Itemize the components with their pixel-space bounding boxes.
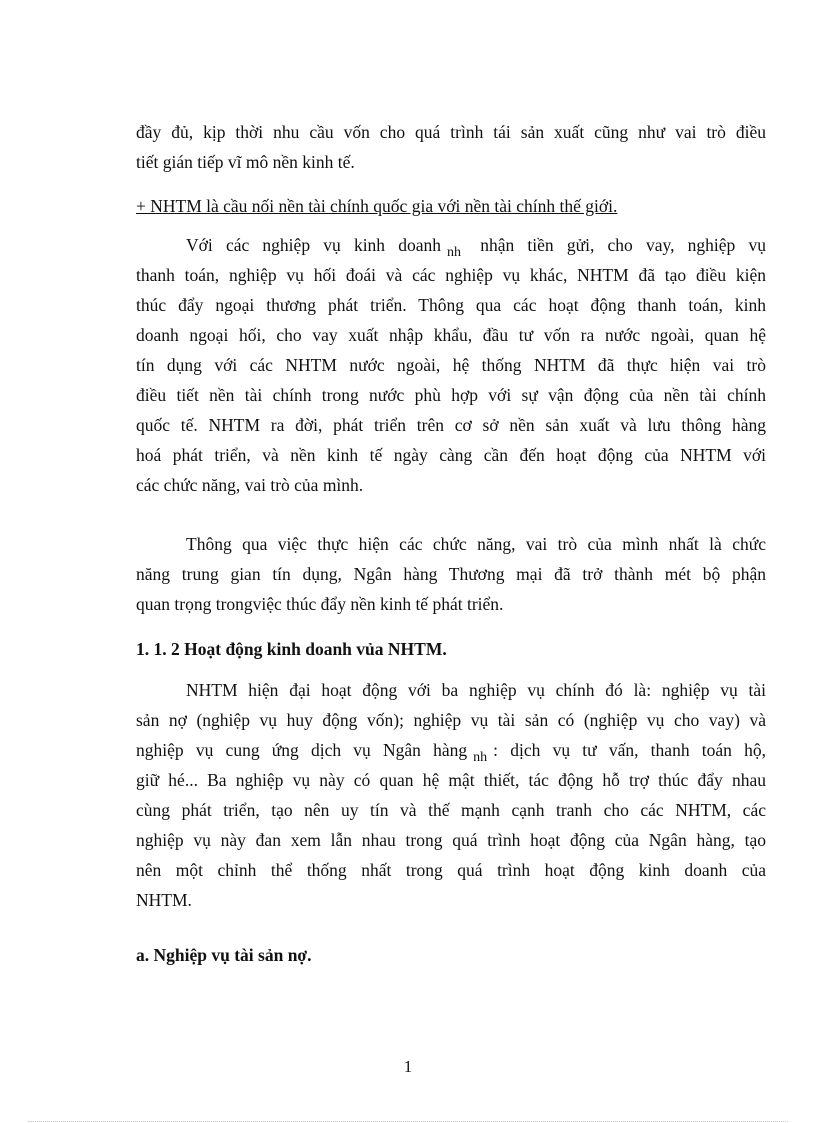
text-line: quốc tế. NHTM ra đời, phát triển trên cơ sở nền sản xuất và lưu thông hàng <box>136 415 766 435</box>
text-line: hoá phát triển, và nền kinh tế ngày càng cần đến hoạt động của NHTM với <box>136 445 766 465</box>
text-line: nên một chỉnh thể thống nhất trong quá trình hoạt động kinh doanh của <box>136 860 766 880</box>
paragraph-international-role <box>136 230 766 500</box>
text-line <box>136 230 766 260</box>
section-title-underlined <box>136 191 766 221</box>
text-line: giữ hé... Ba nghiệp vụ này có quan hệ mật thiết, tác động hỗ trợ thúc đẩy nhau <box>136 770 766 790</box>
underlined-heading: + NHTM là cầu nối nền tài chính quốc gia với nền tài chính thế giới. <box>136 196 618 216</box>
page-number: 1 <box>403 1057 413 1076</box>
text-line: doanh ngoại hối, cho vay xuất nhập khẩu, đầu tư vốn ra nước ngoài, quan hệ <box>136 325 766 345</box>
paragraph-operations <box>136 675 766 915</box>
text-fragment: nhận tiền gửi, cho vay, nghiệp vụ <box>480 235 766 255</box>
text-fragment: nghiệp vụ cung ứng dịch vụ Ngân hàng <box>136 740 468 760</box>
text-line: cùng phát triển, tạo nên uy tín và thế mạnh cạnh tranh cho các NHTM, các <box>136 800 766 820</box>
text-line: các chức năng, vai trò của mình. <box>136 475 364 495</box>
text-line: tín dụng với các NHTM nước ngoài, hệ thống NHTM đã thực hiện vai trò <box>136 355 766 375</box>
text-line: thanh toán, nghiệp vụ hối đoái và các nghiệp vụ khác, NHTM đã tạo điều kiện <box>136 265 766 285</box>
text-line: NHTM hiện đại hoạt động với ba nghiệp vụ chính đó là: nghiệp vụ tài <box>186 680 766 700</box>
paragraph-continuation <box>136 117 766 177</box>
text-line: năng trung gian tín dụng, Ngân hàng Thương mại đã trở thành mét bộ phận <box>136 564 766 584</box>
subscript-fragment: nh <box>447 245 462 260</box>
heading-text: 1. 1. 2 Hoạt động kinh doanh vủa NHTM. <box>136 639 447 659</box>
text-line: quan trọng trongviệc thúc đẩy nền kinh tế phát triển. <box>136 594 504 614</box>
heading-text: a. Nghiệp vụ tài sản nợ. <box>136 945 312 965</box>
text-line: điều tiết nền tài chính trong nước phù hợp với sự vận động của nền tài chính <box>136 385 766 405</box>
section-heading <box>136 634 766 664</box>
text-line: tiết gián tiếp vĩ mô nền kinh tế. <box>136 152 355 172</box>
text-fragment: : dịch vụ tư vấn, thanh toán hộ, <box>493 740 766 760</box>
text-fragment: Với các nghiệp vụ kinh doanh <box>186 235 442 255</box>
text-line: sản nợ (nghiệp vụ huy động vốn); nghiệp vụ tài sản có (nghiệp vụ cho vay) và <box>136 710 766 730</box>
text-line: nghiệp vụ này đan xem lẫn nhau trong quá trình hoạt động của Ngân hàng, tạo <box>136 830 766 850</box>
subsection-heading <box>136 940 766 970</box>
text-line: thúc đẩy ngoại thương phát triển. Thông qua các hoạt động thanh toán, kinh <box>136 295 766 315</box>
text-line <box>136 735 766 765</box>
subscript-fragment: nh <box>473 750 488 765</box>
text-line: Thông qua việc thực hiện các chức năng, vai trò của mình nhất là chức <box>186 534 766 554</box>
text-line: đầy đủ, kịp thời nhu cầu vốn cho quá trình tái sản xuất cũng như vai trò điều <box>136 122 766 142</box>
text-line: NHTM. <box>136 890 192 910</box>
page-bottom-rule <box>28 1121 788 1122</box>
paragraph-credit-role <box>136 529 766 619</box>
